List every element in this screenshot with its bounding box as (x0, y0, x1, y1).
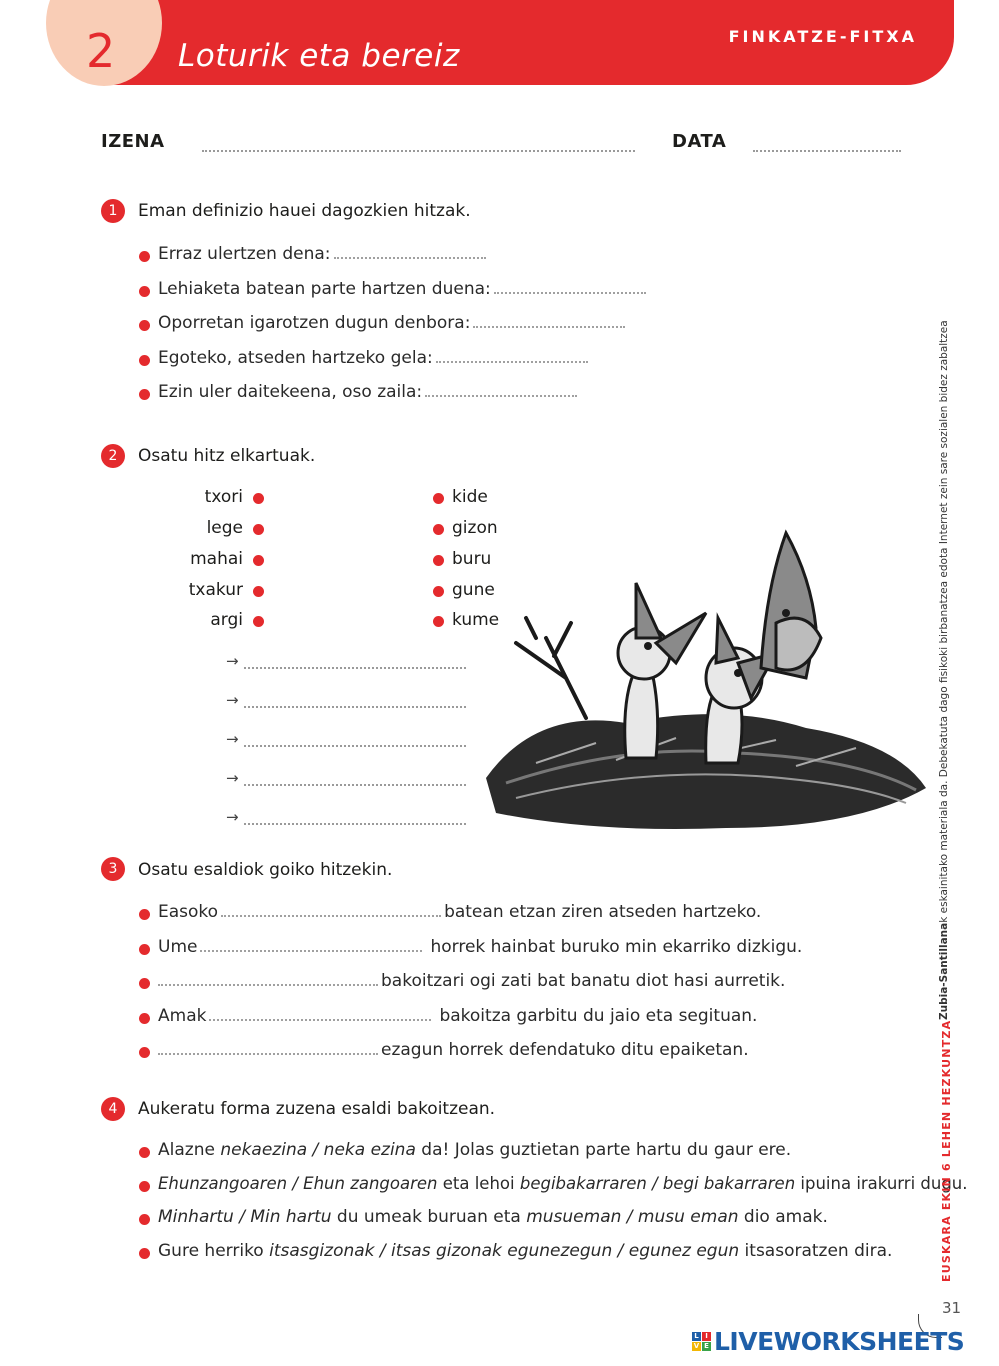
answer-line[interactable] (425, 395, 577, 397)
bullet (139, 1047, 150, 1058)
compound-answer-line[interactable] (244, 745, 466, 747)
left-word: txori (204, 487, 243, 507)
name-input-line[interactable] (202, 150, 635, 152)
ex3-sentence-4: Amak bakoitza garbitu du jaio eta segituan. (158, 1006, 758, 1026)
right-word: buru (452, 549, 492, 569)
match-dot-right[interactable] (433, 616, 444, 627)
left-word: lege (206, 518, 243, 538)
word-choice[interactable]: Minhartu / Min hartu (158, 1207, 332, 1227)
bullet (139, 355, 150, 366)
bullet (139, 320, 150, 331)
left-word: mahai (190, 549, 243, 569)
ex4-sentence-4: Gure herriko itsasgizonak / itsas gizonak egunezegun / egunez egun itsasoratzen dira. (158, 1241, 893, 1261)
answer-line[interactable] (436, 361, 588, 363)
date-input-line[interactable] (753, 150, 901, 152)
answer-line[interactable] (494, 292, 646, 294)
compound-answer-line[interactable] (244, 784, 466, 786)
ex1-item-4: Egoteko, atseden hartzeko gela: (158, 348, 591, 368)
unit-title: Loturik eta bereiz (178, 38, 460, 74)
compound-answer-line[interactable] (244, 706, 466, 708)
arrow-icon: → (226, 652, 239, 670)
liveworksheets-logo (692, 1326, 964, 1356)
left-word: txakur (188, 580, 243, 600)
exercise-4-number: 4 (101, 1097, 125, 1121)
match-dot-right[interactable] (433, 586, 444, 597)
ex1-item-5: Ezin uler daitekeena, oso zaila: (158, 382, 580, 402)
match-dot-right[interactable] (433, 524, 444, 535)
compound-answer-line[interactable] (244, 667, 466, 669)
ex3-sentence-1: Easoko batean etzan ziren atseden hartzeko. (158, 902, 762, 922)
word-choice[interactable]: Ehunzangoaren / Ehun zangoaren (158, 1174, 438, 1193)
bullet (139, 1013, 150, 1024)
match-dot-right[interactable] (433, 493, 444, 504)
match-dot-right[interactable] (433, 555, 444, 566)
birds-nest-illustration (476, 528, 936, 833)
answer-line[interactable] (200, 950, 422, 952)
ex3-sentence-2: Ume horrek hainbat buruko min ekarriko dizkigu. (158, 937, 803, 957)
copyright-notice: Zubia-Santillanak eskainitako materiala da. Debekatuta dago fisikoki birbanatzea edota Internet zein sare sozialen bidez zabaltzea (938, 320, 950, 1020)
ex1-item-2: Lehiaketa batean parte hartzen duena: (158, 279, 649, 299)
book-title: EUSKARA EKIN 6 LEHEN HEZKUNTZA (940, 1019, 953, 1282)
exercise-1-title: Eman definizio hauei dagozkien hitzak. (138, 201, 471, 221)
exercise-2-title: Osatu hitz elkartuak. (138, 446, 316, 466)
word-choice[interactable]: nekaezina / neka ezina (220, 1140, 416, 1160)
answer-line[interactable] (473, 326, 625, 328)
ex3-sentence-3: bakoitzari ogi zati bat banatu diot hasi aurretik. (158, 971, 785, 991)
exercise-2-number: 2 (101, 444, 125, 468)
page-number: 31 (942, 1299, 962, 1317)
bullet (139, 286, 150, 297)
word-choice[interactable]: begibakarraren / begi bakarraren (519, 1174, 796, 1193)
compound-answer-line[interactable] (244, 823, 466, 825)
answer-line[interactable] (334, 257, 486, 259)
ex4-sentence-2: Ehunzangoaren / Ehun zangoaren eta lehoi begibakarraren / begi bakarraren ipuina irakurri dugu. (158, 1174, 968, 1193)
liveworksheets-text: LIVEWORKSHEETS (714, 1326, 965, 1356)
arrow-icon: → (226, 808, 239, 826)
match-dot-left[interactable] (253, 493, 264, 504)
match-dot-left[interactable] (253, 586, 264, 597)
exercise-4-title: Aukeratu forma zuzena esaldi bakoitzean. (138, 1099, 496, 1119)
ex3-sentence-5: ezagun horrek defendatuko ditu epaiketan. (158, 1040, 749, 1060)
date-label: DATA (672, 131, 727, 152)
word-choice[interactable]: itsasgizonak / itsas gizonak egunezegun / egunez egun (269, 1241, 740, 1261)
right-word: gizon (452, 518, 498, 538)
bullet (139, 909, 150, 920)
bullet (139, 978, 150, 989)
right-word: gune (452, 580, 495, 600)
sheet-type-label: FINKATZE-FITXA (728, 27, 917, 46)
word-choice[interactable]: musueman / musu eman (526, 1207, 739, 1227)
bullet (139, 1214, 150, 1225)
answer-line[interactable] (221, 915, 441, 917)
bullet (139, 1181, 150, 1192)
bullet (139, 251, 150, 262)
exercise-3-title: Osatu esaldiok goiko hitzekin. (138, 860, 393, 880)
right-word: kide (452, 487, 488, 507)
exercise-1-number: 1 (101, 199, 125, 223)
answer-line[interactable] (158, 984, 378, 986)
ex4-sentence-1: Alazne nekaezina / neka ezina da! Jolas guztietan parte hartu du gaur ere. (158, 1140, 792, 1160)
arrow-icon: → (226, 691, 239, 709)
liveworksheets-blocks-icon: L I V E (692, 1332, 711, 1351)
exercise-3-number: 3 (101, 857, 125, 881)
left-word: argi (210, 610, 243, 630)
unit-number: 2 (86, 24, 116, 78)
bullet (139, 944, 150, 955)
ex1-item-3: Oporretan igarotzen dugun denbora: (158, 313, 628, 333)
bullet (139, 1248, 150, 1259)
answer-line[interactable] (209, 1019, 431, 1021)
name-label: IZENA (101, 131, 165, 152)
arrow-icon: → (226, 769, 239, 787)
answer-line[interactable] (158, 1053, 378, 1055)
match-dot-left[interactable] (253, 524, 264, 535)
match-dot-left[interactable] (253, 555, 264, 566)
bullet (139, 389, 150, 400)
bullet (139, 1147, 150, 1158)
arrow-icon: → (226, 730, 239, 748)
ex4-sentence-3: Minhartu / Min hartu du umeak buruan eta musueman / musu eman dio amak. (158, 1207, 828, 1227)
match-dot-left[interactable] (253, 616, 264, 627)
right-word: kume (452, 610, 500, 630)
ex1-item-1: Erraz ulertzen dena: (158, 244, 489, 264)
